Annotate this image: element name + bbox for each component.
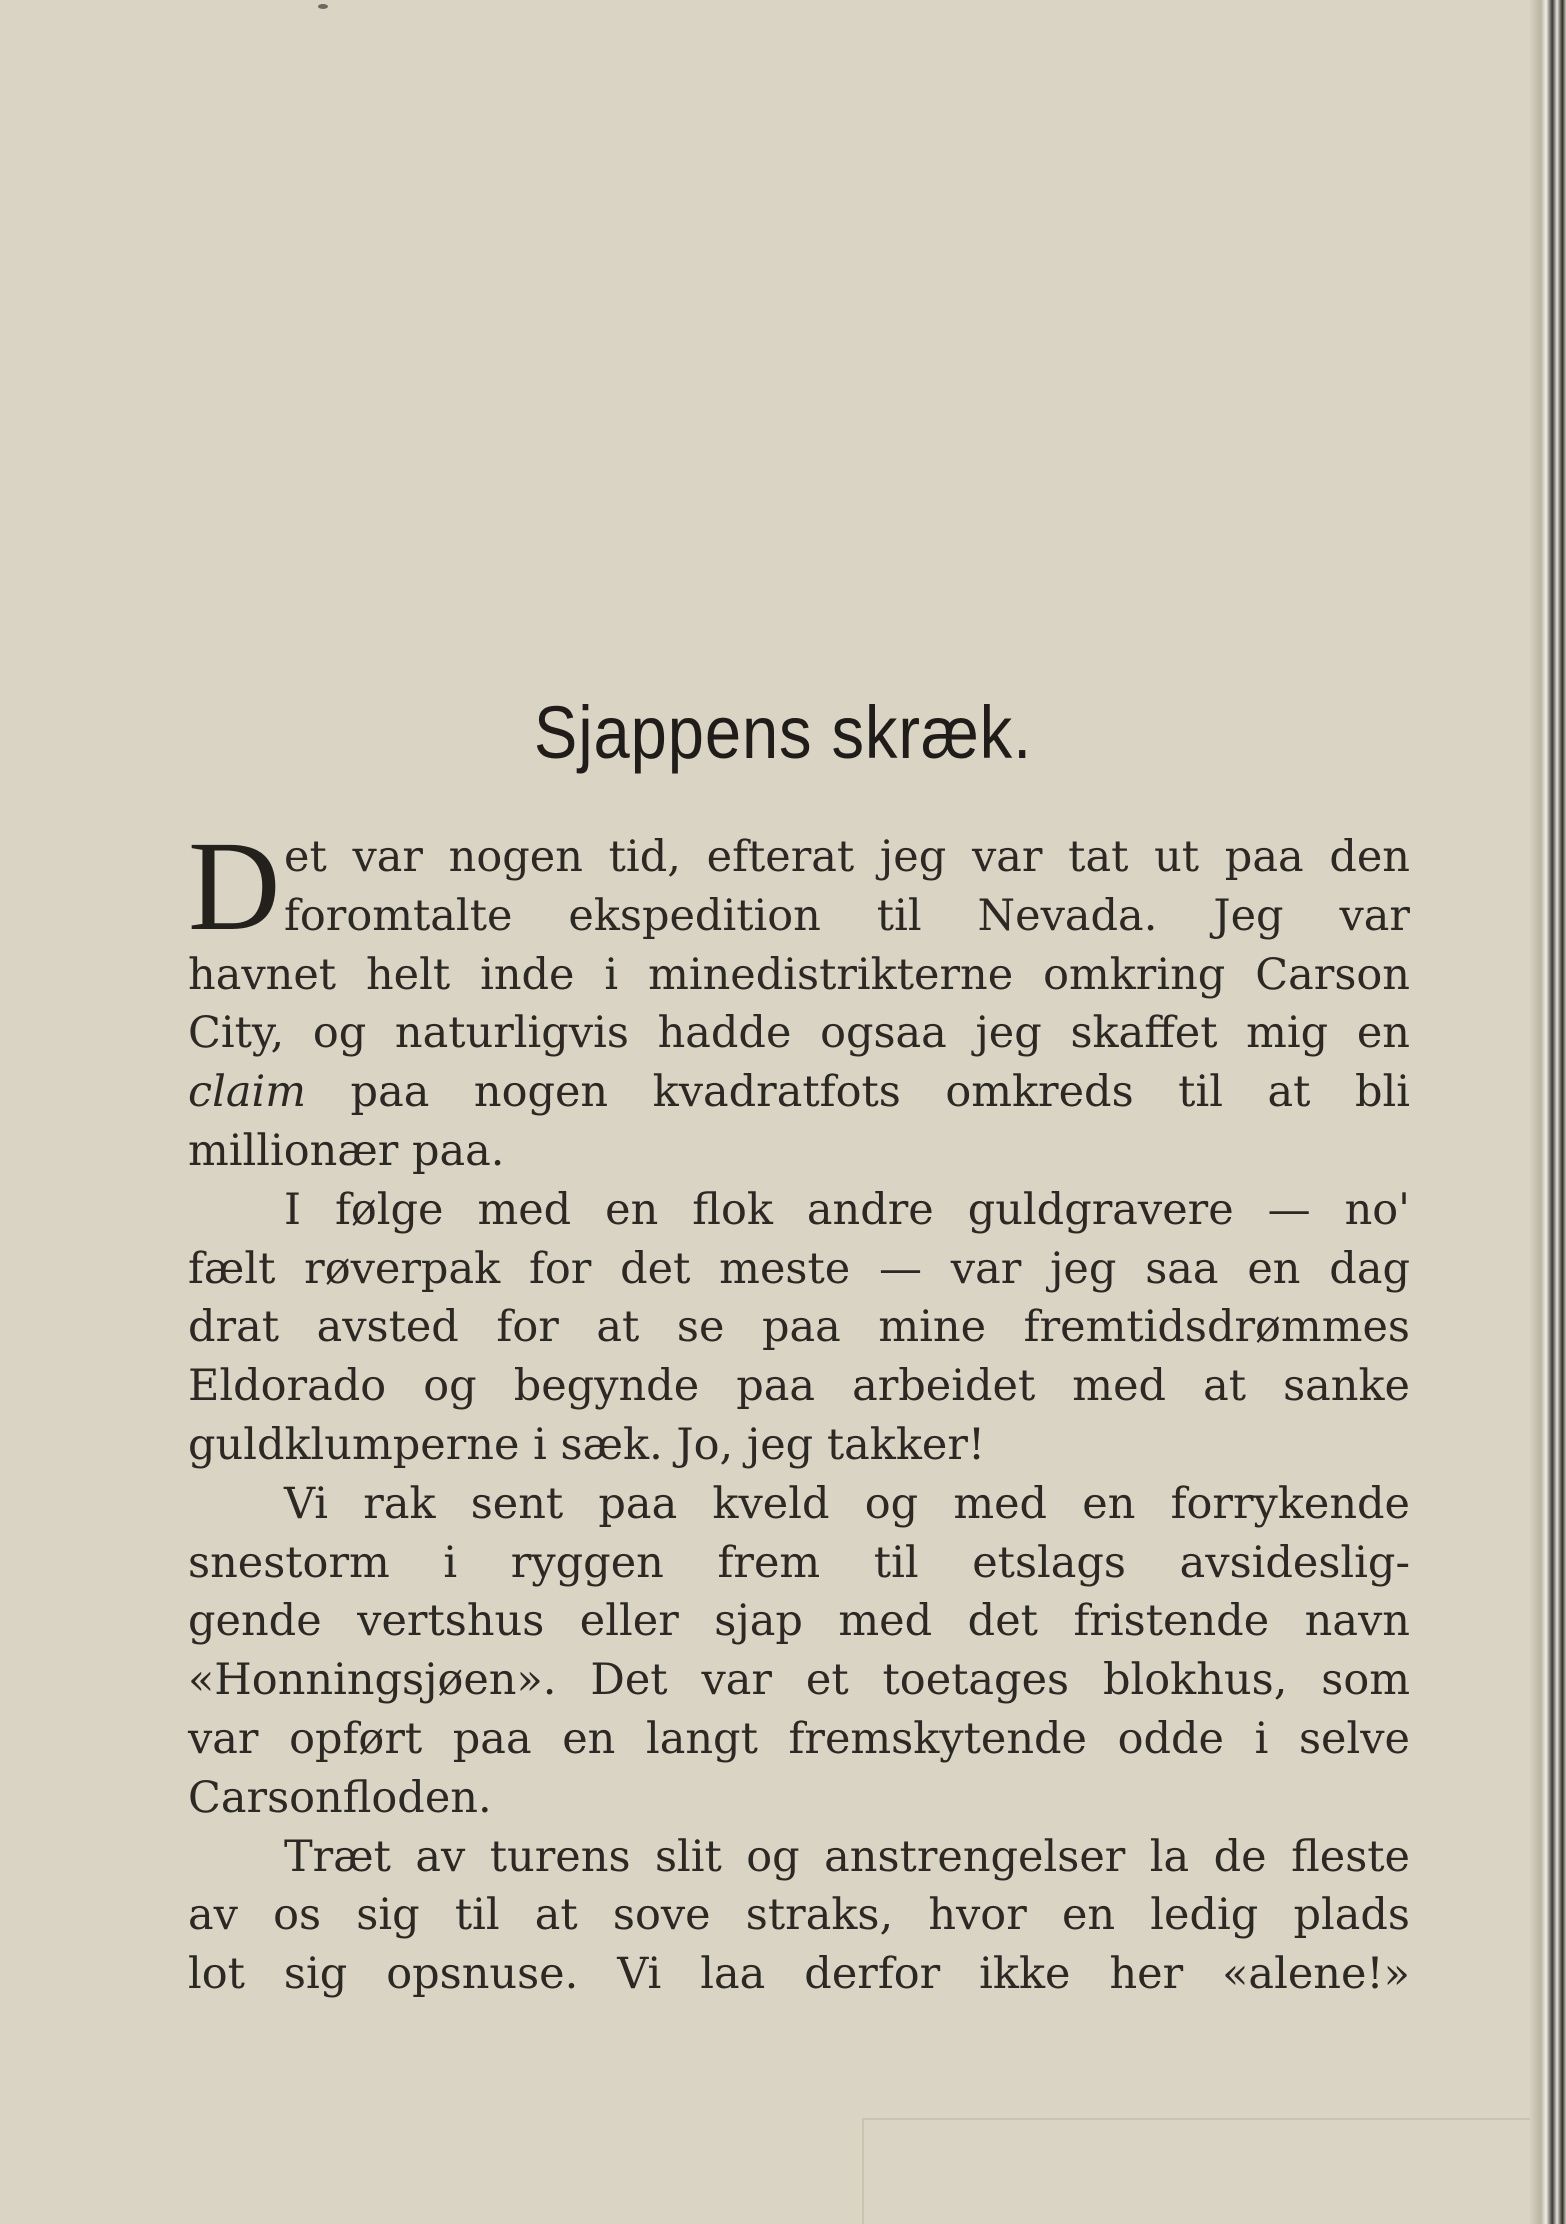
text-line [188,1063,1410,1122]
text-line: gende vertshus eller sjap med det fristende navn [188,1596,1410,1647]
text-line: drat avsted for at se paa mine fremtidsdrømmes [188,1302,1410,1353]
text-line: av os sig til at sove straks, hvor en ledig plads [188,1890,1410,1941]
italic-word: claim [188,1067,306,1118]
text-line: Carsonfloden. [188,1772,492,1823]
chapter-title: Sjappens skræk. [533,691,1033,774]
text-line: snestorm i ryggen frem til etslags avsideslig- [188,1537,1410,1588]
text-line: City, og naturligvis hadde ogsaa jeg skaffet mig en [188,1008,1410,1059]
text-line: millionær paa. [188,1125,505,1176]
text-line: foromtalte ekspedition til Nevada. Jeg var [284,890,1410,941]
text-line-rest: paa nogen kvadratfots omkreds til at bli [350,1067,1410,1118]
book-spine-edge [1530,0,1566,2224]
paper-crease [862,2118,1530,2120]
print-speck [318,4,328,9]
text-line: var opført paa en langt fremskytende odde i selve [188,1713,1410,1764]
body-text [188,828,1410,2004]
text-line: lot sig opsnuse. Vi laa derfor ikke her «alene!» [188,1949,1410,2000]
text-line: «Honningsjøen». Det var et toetages blokhus, som [188,1655,1410,1706]
text-line: I følge med en flok andre guldgravere — no' [284,1184,1410,1235]
drop-cap: D [188,815,281,957]
text-line: havnet helt inde i minedistrikterne omkring Carson [188,949,1410,1000]
text-line: fælt røverpak for det meste — var jeg saa en dag [188,1243,1410,1294]
text-line: Vi rak sent paa kveld og med en forrykende [284,1478,1410,1529]
text-line: guldklumperne i sæk. Jo, jeg takker! [188,1419,986,1470]
text-line: Eldorado og begynde paa arbeidet med at sanke [188,1361,1410,1412]
text-line: Træt av turens slit og anstrengelser la de fleste [284,1831,1410,1882]
paper-crease-vertical [862,2118,864,2224]
text-line: et var nogen tid, efterat jeg var tat ut paa den [284,832,1410,882]
